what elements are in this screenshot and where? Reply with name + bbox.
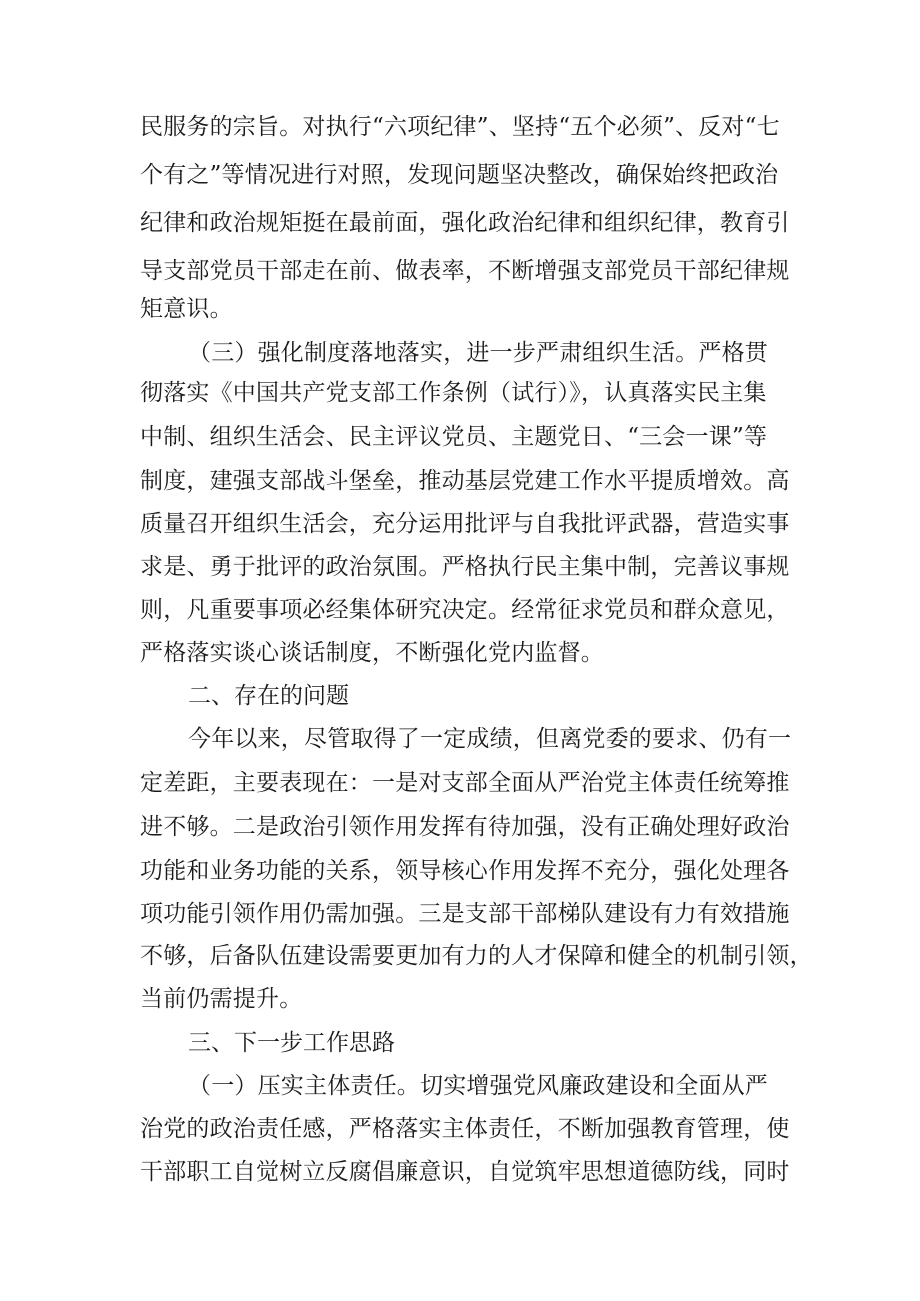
body-text-line: 治党的政治责任感，严格落实主体责任，不断加强教育管理，使 xyxy=(140,1116,790,1142)
body-text-line: 导支部党员干部走在前、做表率，不断增强支部党员干部纪律规 xyxy=(140,258,790,284)
body-text-line: 制度，建强支部战斗堡垒，推动基层党建工作水平提质增效。高 xyxy=(140,468,790,494)
body-text-line: 矩意识。 xyxy=(140,296,233,322)
section-heading: 二、存在的问题 xyxy=(188,683,349,709)
body-text-line: 进不够。二是政治引领作用发挥有待加强，没有正确处理好政治 xyxy=(140,814,790,840)
body-text-line: 定差距，主要表现在：一是对支部全面从严治党主体责任统筹推 xyxy=(140,770,790,796)
body-text-line: （三）强化制度落地落实，进一步严肃组织生活。严格贯 xyxy=(188,340,768,366)
body-text-line: 今年以来，尽管取得了一定成绩，但离党委的要求、仍有一 xyxy=(188,726,792,752)
body-text-line: 求是、勇于批评的政治氛围。严格执行民主集中制，完善议事规 xyxy=(140,554,790,580)
body-text-line: 纪律和政治规矩挺在最前面，强化政治纪律和组织纪律，教育引 xyxy=(140,210,790,236)
body-text-line: 当前仍需提升。 xyxy=(140,986,303,1012)
body-text-line: 中制、组织生活会、民主评议党员、主题党日、“三会一课”等 xyxy=(140,424,768,450)
body-text-line: 彻落实《中国共产党支部工作条例（试行）》，认真落实民主集 xyxy=(140,380,767,406)
body-text-line: （一）压实主体责任。切实增强党风廉政建设和全面从严 xyxy=(188,1073,768,1099)
section-heading: 三、下一步工作思路 xyxy=(188,1030,395,1056)
body-text-line: 功能和业务功能的关系，领导核心作用发挥不充分，强化处理各 xyxy=(140,858,790,884)
body-text-line: 干部职工自觉树立反腐倡廉意识，自觉筑牢思想道德防线，同时 xyxy=(140,1159,790,1185)
body-text-line: 民服务的宗旨。对执行“六项纪律”、坚持“五个必须”、反对“七 xyxy=(140,114,780,140)
body-text-line: 项功能引领作用仍需加强。三是支部干部梯队建设有力有效措施 xyxy=(140,901,790,927)
body-text-line: 则，凡重要事项必经集体研究决定。经常征求党员和群众意见， xyxy=(140,597,790,623)
body-text-line: 严格落实谈心谈话制度，不断强化党内监督。 xyxy=(140,640,604,666)
body-text-line: 质量召开组织生活会，充分运用批评与自我批评武器，营造实事 xyxy=(140,511,790,537)
body-text-line: 个有之”等情况进行对照，发现问题坚决整改，确保始终把政治 xyxy=(140,162,779,188)
body-text-line: 不够，后备队伍建设需要更加有力的人才保障和健全的机制引领， xyxy=(140,943,813,969)
